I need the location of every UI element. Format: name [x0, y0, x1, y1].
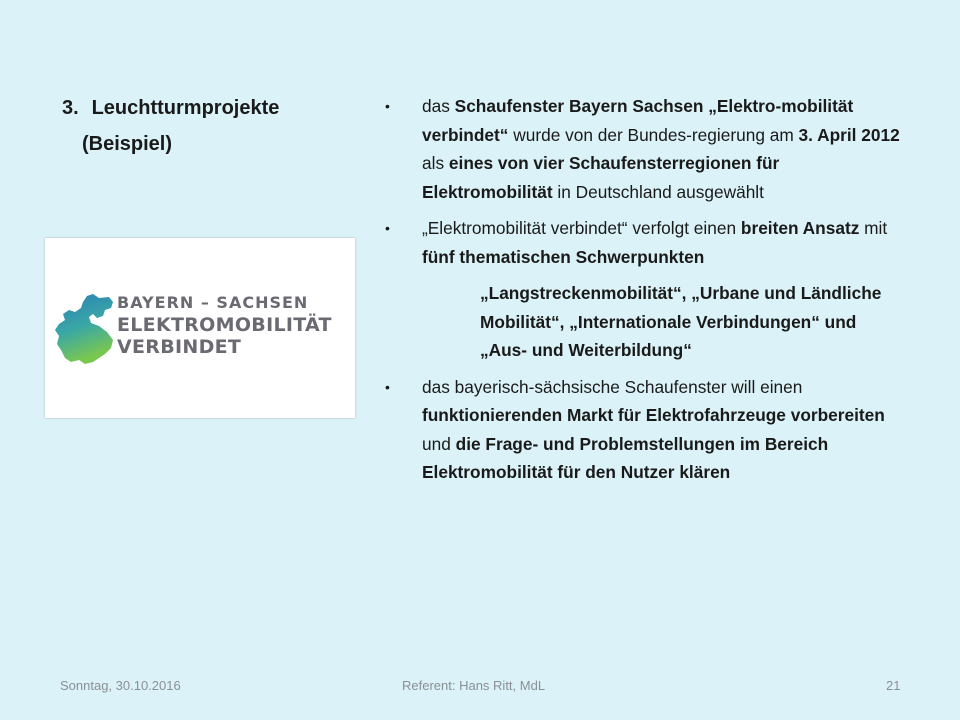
bullet-bold-text: eines von vier Schaufensterregionen für Elektromobilität	[422, 153, 780, 202]
bullet-bold-text: Schaufenster Bayern Sachsen „Elektro-mobilität verbindet“	[422, 96, 854, 145]
heading-title: Leuchtturmprojekte	[91, 97, 280, 119]
bullet-bold-text: fünf thematischen Schwerpunkten	[422, 246, 705, 267]
bavaria-saxony-map-icon	[53, 290, 123, 368]
bullet-bold-text: 3. April 2012	[798, 124, 900, 145]
footer-date: Sonntag, 30.10.2016	[60, 678, 181, 693]
bullet-dot: •	[385, 220, 390, 236]
heading-number: 3.	[62, 97, 79, 119]
bullet-text: als	[422, 153, 449, 173]
logo-line-1: BAYERN – SACHSEN	[117, 293, 309, 312]
bullet-list	[382, 92, 902, 495]
bullet-bold-text: die Frage- und Problemstellungen im Bereich Elektromobilität für den Nutzer klären	[422, 433, 829, 482]
bullet-dot: •	[385, 378, 390, 395]
logo-line-2: ELEKTROMOBILITÄT	[117, 314, 332, 336]
bullet-text: das	[422, 96, 455, 116]
bullet-text: wurde von der Bundes-regierung am	[508, 124, 799, 145]
bullet-text: das bayerisch-sächsische Schaufenster will einen	[422, 376, 803, 397]
bullet-item	[382, 92, 902, 206]
logo-line-3: VERBINDET	[117, 336, 242, 358]
logo-text	[117, 292, 332, 358]
bullet-dot: •	[385, 98, 390, 114]
bullet-text: und	[422, 433, 456, 454]
bullet-text: mit	[859, 218, 888, 238]
footer-referent: Referent: Hans Ritt, MdL	[402, 678, 546, 693]
heading-subtitle: (Beispiel)	[82, 133, 173, 155]
heading-line-1	[62, 90, 279, 126]
bullet-text: „Elektromobilität verbindet“ verfolgt einen	[422, 218, 741, 238]
logo-image	[45, 238, 355, 418]
bullet-text: in Deutschland ausgewählt	[552, 181, 764, 202]
sub-item	[382, 279, 902, 365]
bullet-bold-text: breiten Ansatz	[740, 218, 860, 238]
slide-heading	[62, 90, 279, 162]
bullet-item	[382, 214, 902, 271]
page-number: 21	[886, 678, 901, 693]
bullet-item	[382, 373, 902, 487]
sub-item-text: „Langstreckenmobilität“, „Urbane und Ländliche Mobilität“, „Internationale Verbindungen“ und „Aus- und Weiterbildung“	[480, 283, 882, 360]
bullet-bold-text: funktionierenden Markt für Elektrofahrzeuge vorbereiten	[422, 405, 885, 425]
